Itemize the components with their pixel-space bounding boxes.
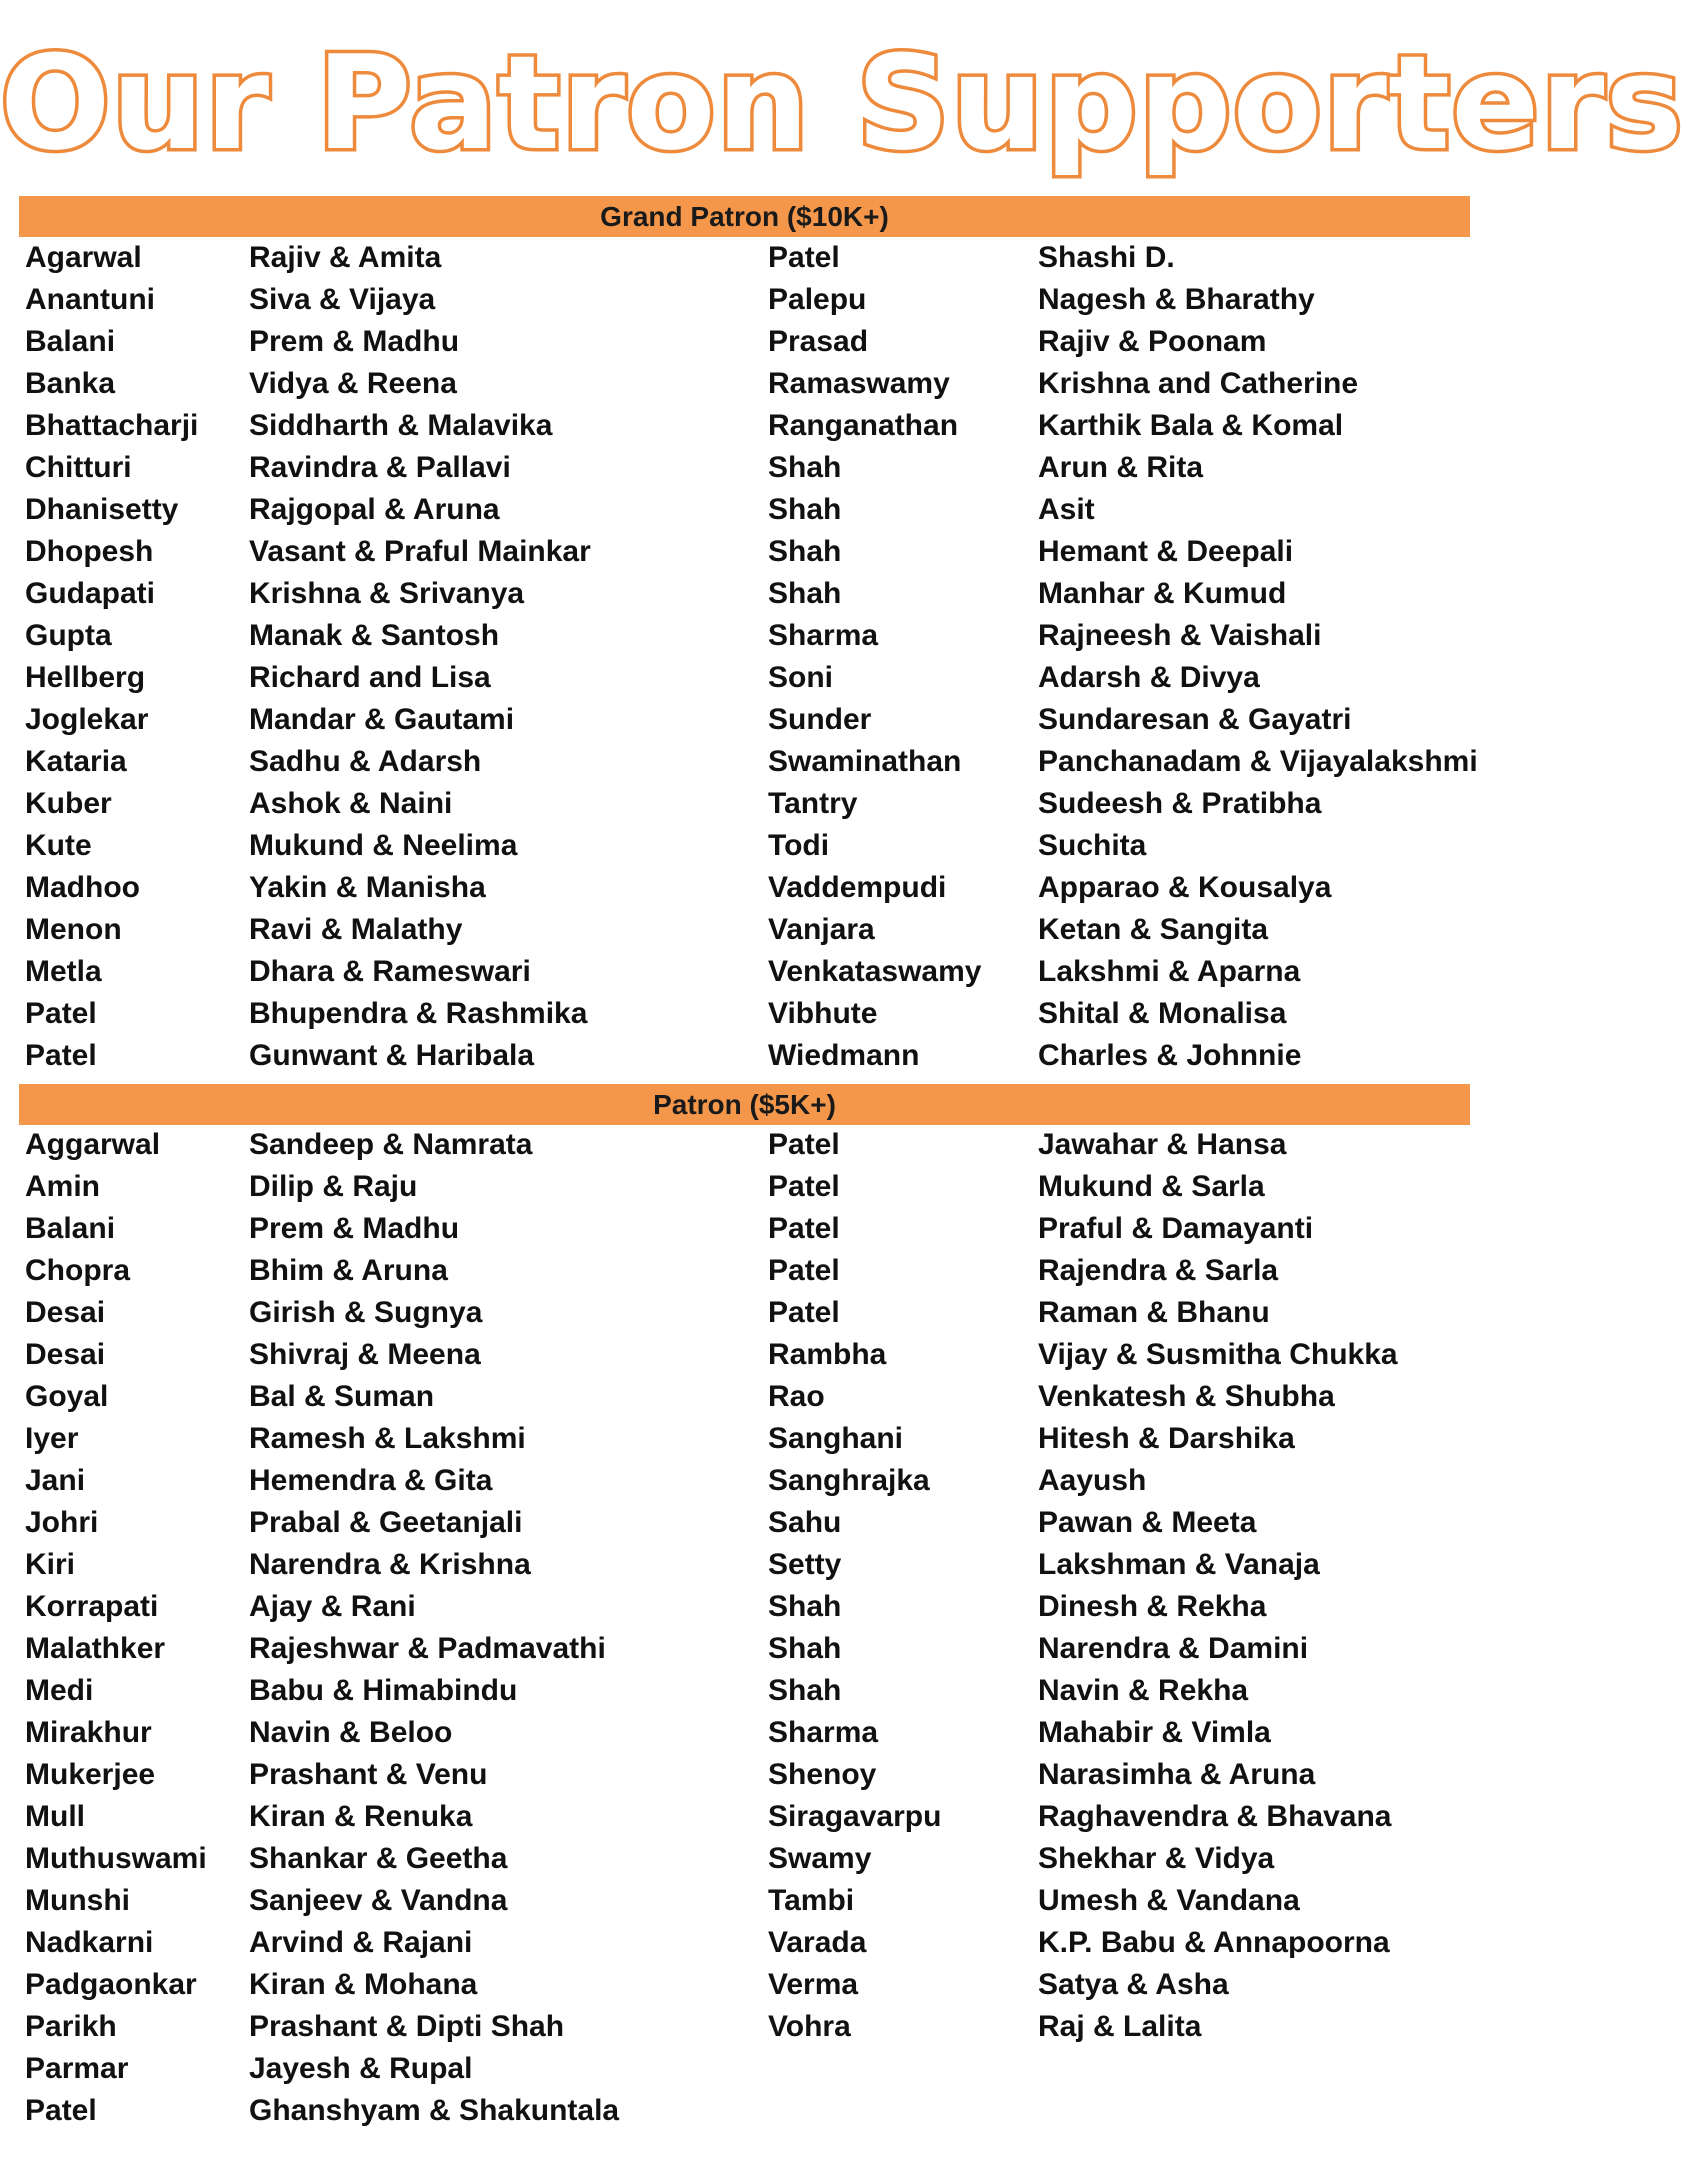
donor-surname-cell: Gudapati [25, 577, 156, 610]
donor-first-names-cell: Krishna & Srivanya [249, 577, 525, 610]
donor-surname-cell: Medi [25, 1674, 94, 1707]
donor-surname-cell: Balani [25, 1212, 116, 1245]
donor-surname-cell: Joglekar [25, 703, 149, 736]
donor-first-names-cell: Raghavendra & Bhavana [1038, 1800, 1392, 1833]
donor-first-names-cell: Sandeep & Namrata [249, 1128, 533, 1161]
donor-first-names-cell: Ravi & Malathy [249, 913, 463, 946]
donor-first-names-cell: Hemendra & Gita [249, 1464, 493, 1497]
donor-surname-cell: Tambi [768, 1884, 855, 1917]
donor-surname-cell: Tantry [768, 787, 858, 820]
donor-surname-cell: Mirakhur [25, 1716, 152, 1749]
donor-first-names-cell: Mahabir & Vimla [1038, 1716, 1271, 1749]
donor-surname-cell: Palepu [768, 283, 867, 316]
donor-first-names-cell: Vidya & Reena [249, 367, 457, 400]
donor-surname-cell: Vaddempudi [768, 871, 947, 904]
donor-first-names-cell: Siddharth & Malavika [249, 409, 553, 442]
donor-first-names-cell: Kiran & Renuka [249, 1800, 473, 1833]
donor-first-names-cell: Sundaresan & Gayatri [1038, 703, 1352, 736]
donor-first-names-cell: Prashant & Dipti Shah [249, 2010, 565, 2043]
donor-surname-cell: Chopra [25, 1254, 130, 1287]
donor-surname-cell: Patel [768, 241, 840, 274]
donor-first-names-cell: Hemant & Deepali [1038, 535, 1294, 568]
donor-first-names-cell: Mukund & Neelima [249, 829, 518, 862]
donor-first-names-cell: Dhara & Rameswari [249, 955, 531, 988]
donor-surname-cell: Kute [25, 829, 92, 862]
donor-first-names-cell: Arun & Rita [1038, 451, 1203, 484]
donor-first-names-cell: Narendra & Damini [1038, 1632, 1309, 1665]
donor-surname-cell: Padgaonkar [25, 1968, 197, 2001]
donor-first-names-cell: Raj & Lalita [1038, 2010, 1202, 2043]
donor-surname-cell: Desai [25, 1338, 106, 1371]
donor-surname-cell: Todi [768, 829, 830, 862]
donor-first-names-cell: Satya & Asha [1038, 1968, 1229, 2001]
donor-first-names-cell: Dilip & Raju [249, 1170, 418, 1203]
donor-first-names-cell: Ravindra & Pallavi [249, 451, 511, 484]
donor-surname-cell: Hellberg [25, 661, 146, 694]
donor-first-names-cell: Girish & Sugnya [249, 1296, 483, 1329]
donor-first-names-cell: Asit [1038, 493, 1095, 526]
donor-surname-cell: Johri [25, 1506, 99, 1539]
donor-surname-cell: Kiri [25, 1548, 76, 1581]
donor-surname-cell: Sanghrajka [768, 1464, 930, 1497]
donor-surname-cell: Sharma [768, 1716, 879, 1749]
donor-first-names-cell: Bhim & Aruna [249, 1254, 448, 1287]
donor-surname-cell: Venkataswamy [768, 955, 982, 988]
donor-surname-cell: Prasad [768, 325, 869, 358]
donor-surname-cell: Vibhute [768, 997, 878, 1030]
donor-surname-cell: Dhanisetty [25, 493, 179, 526]
donor-surname-cell: Wiedmann [768, 1039, 920, 1072]
donor-surname-cell: Agarwal [25, 241, 142, 274]
donor-surname-cell: Chitturi [25, 451, 132, 484]
donor-surname-cell: Rao [768, 1380, 825, 1413]
donor-surname-cell: Siragavarpu [768, 1800, 942, 1833]
donor-surname-cell: Patel [25, 997, 97, 1030]
donor-first-names-cell: Lakshmi & Aparna [1038, 955, 1301, 988]
donor-first-names-cell: Lakshman & Vanaja [1038, 1548, 1320, 1581]
donor-surname-cell: Patel [25, 2094, 97, 2127]
donor-first-names-cell: Rajgopal & Aruna [249, 493, 500, 526]
donor-first-names-cell: Ramesh & Lakshmi [249, 1422, 526, 1455]
donor-first-names-cell: Shankar & Geetha [249, 1842, 508, 1875]
donor-first-names-cell: Sudeesh & Pratibha [1038, 787, 1322, 820]
donor-surname-cell: Metla [25, 955, 102, 988]
donor-first-names-cell: Suchita [1038, 829, 1147, 862]
donor-first-names-cell: Rajeshwar & Padmavathi [249, 1632, 606, 1665]
section-heading-grand-patron: Grand Patron ($10K+) [19, 196, 1470, 237]
donor-first-names-cell: Prashant & Venu [249, 1758, 488, 1791]
donor-surname-cell: Menon [25, 913, 122, 946]
donor-first-names-cell: Sadhu & Adarsh [249, 745, 482, 778]
donor-first-names-cell: Siva & Vijaya [249, 283, 436, 316]
donor-first-names-cell: Vijay & Susmitha Chukka [1038, 1338, 1398, 1371]
donor-surname-cell: Madhoo [25, 871, 140, 904]
donor-first-names-cell: Rajendra & Sarla [1038, 1254, 1279, 1287]
donor-surname-cell: Verma [768, 1968, 859, 2001]
donor-surname-cell: Kuber [25, 787, 112, 820]
donor-first-names-cell: Ajay & Rani [249, 1590, 416, 1623]
donor-surname-cell: Vanjara [768, 913, 875, 946]
donor-surname-cell: Nadkarni [25, 1926, 154, 1959]
donor-first-names-cell: Aayush [1038, 1464, 1147, 1497]
donor-surname-cell: Swaminathan [768, 745, 962, 778]
donor-surname-cell: Sanghani [768, 1422, 904, 1455]
donor-surname-cell: Soni [768, 661, 833, 694]
donor-first-names-cell: Shashi D. [1038, 241, 1175, 274]
donor-surname-cell: Anantuni [25, 283, 155, 316]
donor-surname-cell: Patel [768, 1254, 840, 1287]
donor-surname-cell: Mukerjee [25, 1758, 156, 1791]
donor-first-names-cell: Navin & Rekha [1038, 1674, 1249, 1707]
donor-surname-cell: Mull [25, 1800, 85, 1833]
donor-surname-cell: Aggarwal [25, 1128, 161, 1161]
donor-surname-cell: Shah [768, 451, 842, 484]
donor-first-names-cell: Yakin & Manisha [249, 871, 486, 904]
donor-first-names-cell: Prabal & Geetanjali [249, 1506, 523, 1539]
donor-surname-cell: Malathker [25, 1632, 166, 1665]
donor-first-names-cell: Mukund & Sarla [1038, 1170, 1265, 1203]
donor-surname-cell: Patel [25, 1039, 97, 1072]
donor-surname-cell: Varada [768, 1926, 867, 1959]
donor-surname-cell: Banka [25, 367, 116, 400]
donor-surname-cell: Korrapati [25, 1590, 159, 1623]
donor-first-names-cell: Panchanadam & Vijayalakshmi [1038, 745, 1478, 778]
donor-surname-cell: Dhopesh [25, 535, 154, 568]
donor-surname-cell: Kataria [25, 745, 127, 778]
donor-first-names-cell: Dinesh & Rekha [1038, 1590, 1267, 1623]
donor-surname-cell: Setty [768, 1548, 842, 1581]
donor-first-names-cell: Arvind & Rajani [249, 1926, 473, 1959]
donor-first-names-cell: Sanjeev & Vandna [249, 1884, 508, 1917]
donor-first-names-cell: Manak & Santosh [249, 619, 500, 652]
donor-surname-cell: Goyal [25, 1380, 109, 1413]
donor-first-names-cell [1014, 2048, 1487, 2090]
patron-list [0, 1124, 1487, 2132]
donor-surname-cell: Shah [768, 1674, 842, 1707]
donor-surname-cell: Sharma [768, 619, 879, 652]
donor-surname-cell: Swamy [768, 1842, 872, 1875]
donor-first-names-cell: K.P. Babu & Annapoorna [1038, 1926, 1390, 1959]
donor-surname-cell: Rambha [768, 1338, 887, 1371]
donor-first-names-cell: Bhupendra & Rashmika [249, 997, 588, 1030]
donor-first-names-cell: Babu & Himabindu [249, 1674, 518, 1707]
donor-first-names-cell: Mandar & Gautami [249, 703, 515, 736]
donor-first-names-cell: Prem & Madhu [249, 1212, 460, 1245]
donor-first-names-cell: Pawan & Meeta [1038, 1506, 1257, 1539]
donor-surname-cell: Shah [768, 535, 842, 568]
donor-surname-cell: Jani [25, 1464, 86, 1497]
donor-first-names-cell: Manhar & Kumud [1038, 577, 1287, 610]
donor-surname-cell: Ramaswamy [768, 367, 950, 400]
donor-surname-cell [744, 2090, 1014, 2132]
donor-first-names-cell: Jawahar & Hansa [1038, 1128, 1287, 1161]
donor-surname-cell: Shenoy [768, 1758, 877, 1791]
donor-surname-cell: Muthuswami [25, 1842, 207, 1875]
donor-first-names-cell: Ketan & Sangita [1038, 913, 1269, 946]
donor-first-names-cell: Rajneesh & Vaishali [1038, 619, 1322, 652]
donor-surname-cell: Gupta [25, 619, 112, 652]
donor-first-names-cell: Apparao & Kousalya [1038, 871, 1332, 904]
donor-first-names-cell: Raman & Bhanu [1038, 1296, 1270, 1329]
donor-first-names-cell: Venkatesh & Shubha [1038, 1380, 1335, 1413]
donor-surname-cell: Iyer [25, 1422, 79, 1455]
donor-surname-cell: Shah [768, 1590, 842, 1623]
donor-surname-cell: Vohra [768, 2010, 851, 2043]
donor-first-names-cell: Umesh & Vandana [1038, 1884, 1300, 1917]
donor-surname-cell: Shah [768, 1632, 842, 1665]
donor-surname-cell: Sunder [768, 703, 872, 736]
donor-first-names-cell: Ashok & Naini [249, 787, 453, 820]
donor-first-names-cell: Adarsh & Divya [1038, 661, 1260, 694]
donor-first-names-cell: Karthik Bala & Komal [1038, 409, 1344, 442]
donor-surname-cell: Patel [768, 1128, 840, 1161]
page-title: Our Patron Supporters [0, 27, 1684, 179]
grand-patron-list [0, 237, 1487, 1077]
donor-first-names-cell: Gunwant & Haribala [249, 1039, 535, 1072]
donor-surname-cell: Parikh [25, 2010, 117, 2043]
donor-surname-cell: Desai [25, 1296, 106, 1329]
donor-first-names-cell: Shekhar & Vidya [1038, 1842, 1275, 1875]
donor-first-names-cell: Charles & Johnnie [1038, 1039, 1302, 1072]
donor-first-names-cell: Narasimha & Aruna [1038, 1758, 1316, 1791]
donor-first-names-cell: Prem & Madhu [249, 325, 460, 358]
donor-surname-cell: Shah [768, 493, 842, 526]
donor-first-names-cell: Shital & Monalisa [1038, 997, 1287, 1030]
donor-first-names-cell: Richard and Lisa [249, 661, 491, 694]
donor-first-names-cell: Narendra & Krishna [249, 1548, 531, 1581]
donor-surname-cell: Parmar [25, 2052, 129, 2085]
donor-first-names-cell: Rajiv & Poonam [1038, 325, 1267, 358]
donor-first-names-cell: Rajiv & Amita [249, 241, 442, 274]
donor-surname-cell: Patel [768, 1170, 840, 1203]
donor-surname-cell: Balani [25, 325, 116, 358]
donor-surname-cell: Shah [768, 577, 842, 610]
donor-first-names-cell: Nagesh & Bharathy [1038, 283, 1315, 316]
donor-first-names-cell: Kiran & Mohana [249, 1968, 478, 2001]
donor-surname-cell: Amin [25, 1170, 100, 1203]
donor-first-names-cell: Jayesh & Rupal [249, 2052, 473, 2085]
donor-surname-cell: Ranganathan [768, 409, 959, 442]
donor-surname-cell [744, 2048, 1014, 2090]
donor-surname-cell: Sahu [768, 1506, 842, 1539]
donor-first-names-cell [1014, 2090, 1487, 2132]
donor-surname-cell: Bhattacharji [25, 409, 199, 442]
donor-first-names-cell: Shivraj & Meena [249, 1338, 481, 1371]
donor-first-names-cell: Bal & Suman [249, 1380, 435, 1413]
donor-first-names-cell: Hitesh & Darshika [1038, 1422, 1295, 1455]
donor-surname-cell: Patel [768, 1212, 840, 1245]
donor-first-names-cell: Navin & Beloo [249, 1716, 453, 1749]
donor-first-names-cell: Praful & Damayanti [1038, 1212, 1314, 1245]
donor-first-names-cell: Krishna and Catherine [1038, 367, 1359, 400]
donor-surname-cell: Patel [768, 1296, 840, 1329]
donor-surname-cell: Munshi [25, 1884, 130, 1917]
donor-first-names-cell: Ghanshyam & Shakuntala [249, 2094, 620, 2127]
section-heading-patron: Patron ($5K+) [19, 1084, 1470, 1125]
donor-first-names-cell: Vasant & Praful Mainkar [249, 535, 591, 568]
